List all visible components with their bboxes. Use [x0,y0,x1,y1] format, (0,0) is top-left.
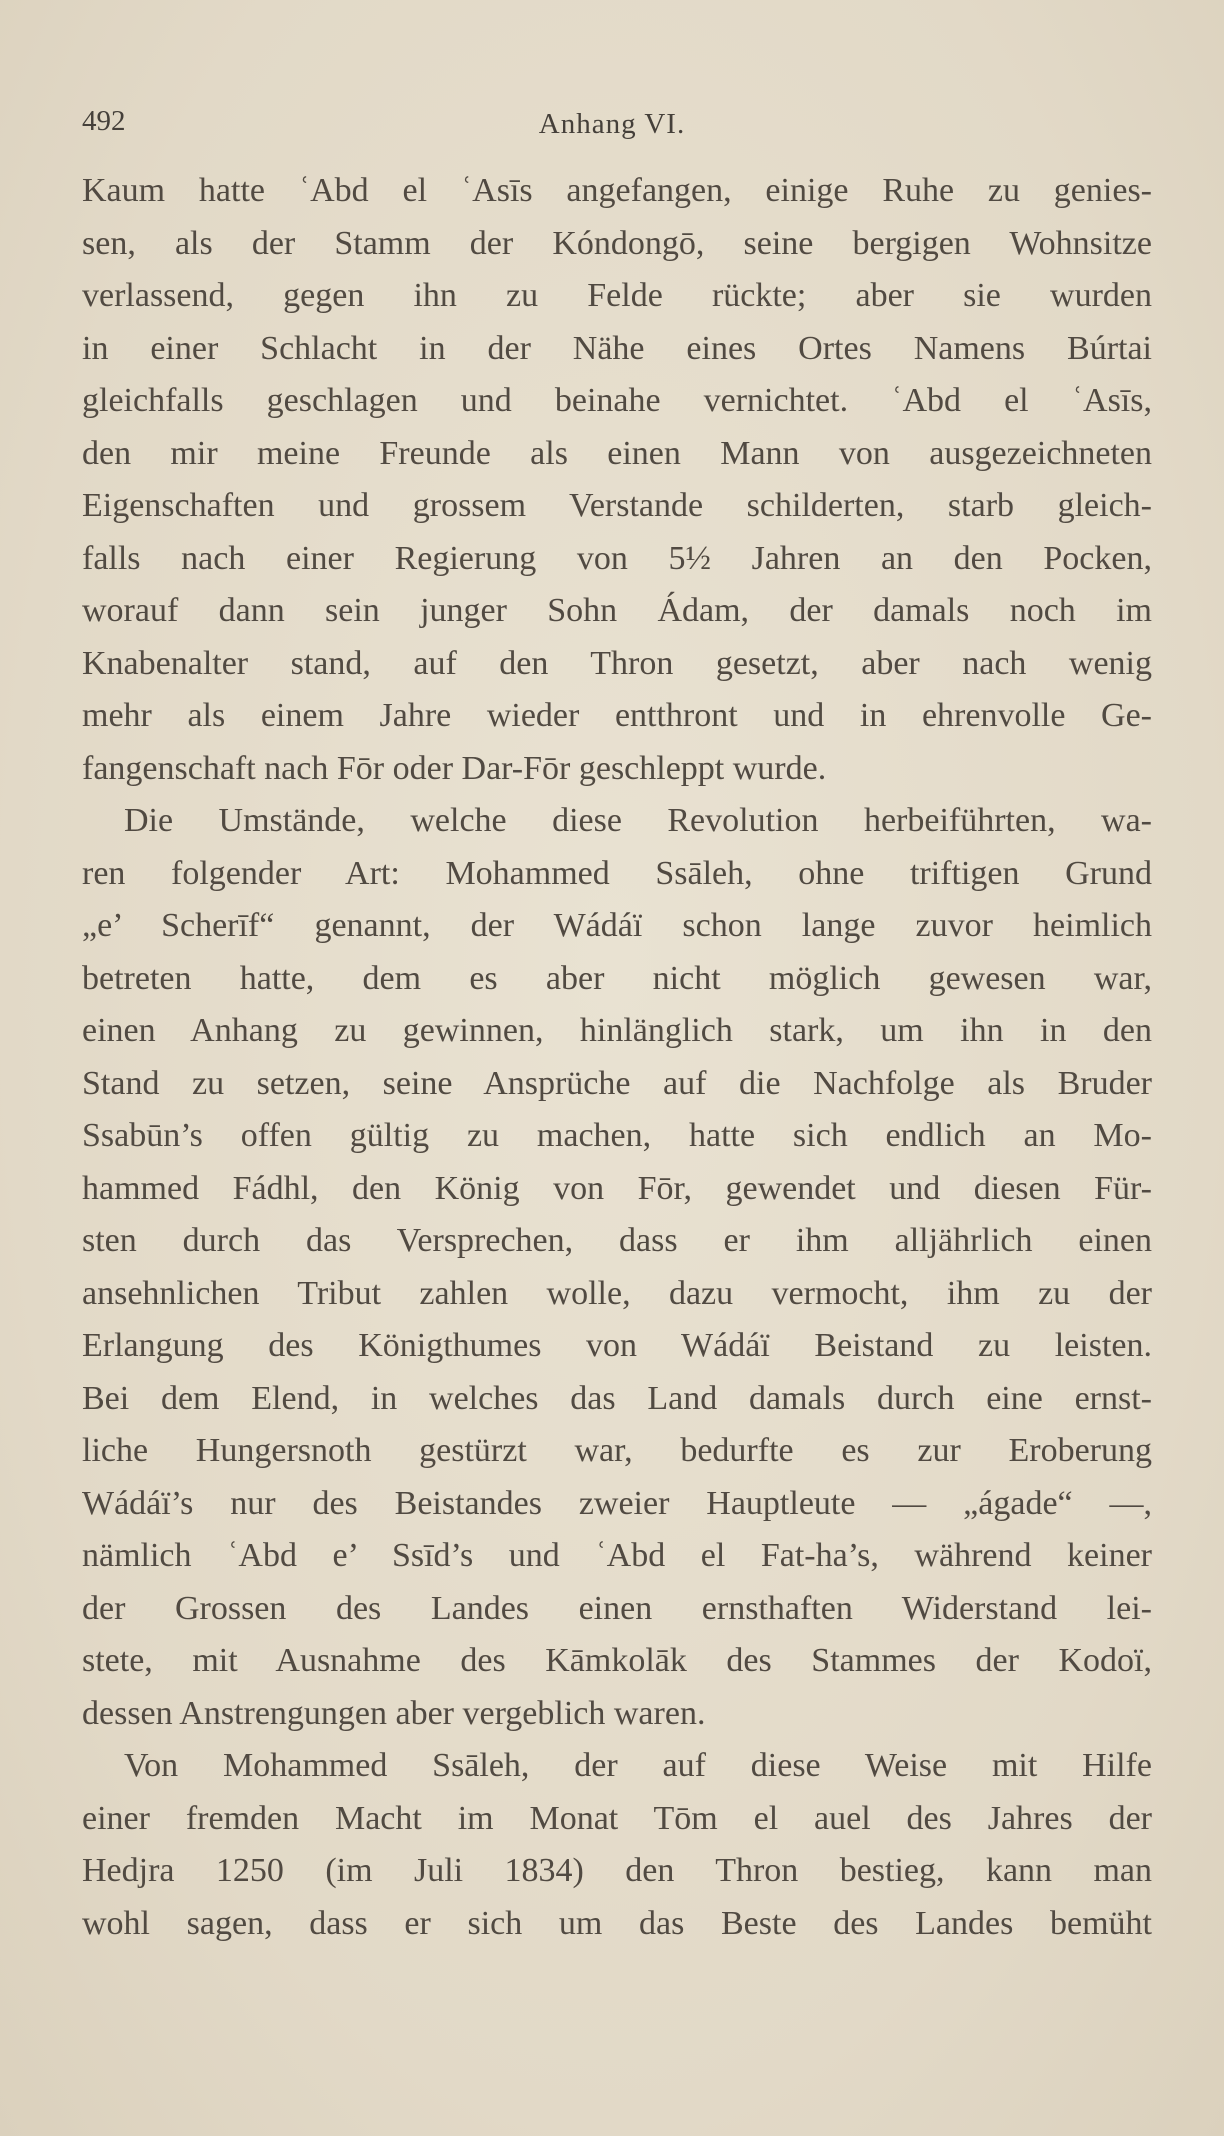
text-line: hammed Fádhl, den König von Fōr, gewendet und diesen Für- [82,1169,1152,1207]
text-line: der Grossen des Landes einen ernsthaften Widerstand lei- [82,1589,1152,1627]
text-line: betreten hatte, dem es aber nicht möglich gewesen war, [82,959,1152,997]
text-line: den mir meine Freunde als einen Mann von ausgezeichneten [82,434,1152,472]
text-line: Wádáï’s nur des Beistandes zweier Hauptleute — „ágade“ —, [82,1484,1152,1522]
text-line: sten durch das Versprechen, dass er ihm alljährlich einen [82,1222,1152,1259]
text-line: Stand zu setzen, seine Ansprüche auf die Nachfolge als Bruder [82,1064,1152,1102]
text-line: einen Anhang zu gewinnen, hinlänglich stark, um ihn in den [82,1012,1152,1049]
text-line: fangenschaft nach Fōr oder Dar-Fōr geschleppt wurde. [82,749,827,787]
text-line: Eigenschaften und grossem Verstande schilderten, starb gleich- [82,487,1152,524]
text-line: ansehnlichen Tribut zahlen wolle, dazu vermocht, ihm zu der [82,1274,1152,1312]
text-line: Erlangung des Königthumes von Wádáï Beistand zu leisten. [82,1327,1152,1364]
text-line: falls nach einer Regierung von 5½ Jahren an den Pocken, [82,539,1152,577]
text-line: in einer Schlacht in der Nähe eines Ortes Namens Búrtai [82,329,1152,367]
text-line: Knabenalter stand, auf den Thron gesetzt, aber nach wenig [82,644,1152,682]
text-line: dessen Anstrengungen aber vergeblich waren. [82,1694,706,1732]
text-line: liche Hungersnoth gestürzt war, bedurfte es zur Eroberung [82,1432,1152,1469]
text-line: mehr als einem Jahre wieder entthront und in ehrenvolle Ge- [82,697,1152,734]
text-line: Bei dem Elend, in welches das Land damals durch eine ernst- [82,1379,1152,1417]
text-line: einer fremden Macht im Monat Tōm el auel des Jahres der [82,1799,1152,1837]
text-line: stete, mit Ausnahme des Kāmkolāk des Stammes der Kodoï, [82,1642,1152,1679]
page-number: 492 [82,105,126,137]
text-line: nämlich ʿAbd e’ Ssīd’s und ʿAbd el Fat-ha’s, während keiner [82,1537,1152,1574]
body-text [82,165,1152,1950]
text-line: wohl sagen, dass er sich um das Beste des Landes bemüht [82,1904,1152,1942]
text-line: gleichfalls geschlagen und beinahe vernichtet. ʿAbd el ʿAsīs, [82,382,1152,419]
running-head: Anhang VI. [538,108,686,140]
text-line: verlassend, gegen ihn zu Felde rückte; aber sie wurden [82,277,1152,314]
text-line: Hedjra 1250 (im Juli 1834) den Thron bestieg, kann man [82,1852,1152,1889]
text-line: ren folgender Art: Mohammed Ssāleh, ohne triftigen Grund [82,854,1152,892]
text-line: sen, als der Stamm der Kóndongō, seine bergigen Wohnsitze [82,224,1152,262]
text-line: Kaum hatte ʿAbd el ʿAsīs angefangen, einige Ruhe zu genies- [82,172,1152,209]
text-line: Ssabūn’s offen gültig zu machen, hatte sich endlich an Mo- [82,1117,1152,1154]
text-line: worauf dann sein junger Sohn Ádam, der damals noch im [82,592,1152,629]
paragraph-start-line: Die Umstände, welche diese Revolution herbeiführten, wa- [124,802,1152,839]
paragraph-start-line: Von Mohammed Ssāleh, der auf diese Weise mit Hilfe [124,1747,1152,1784]
text-line: „e’ Scherīf“ genannt, der Wádáï schon lange zuvor heimlich [82,907,1152,944]
